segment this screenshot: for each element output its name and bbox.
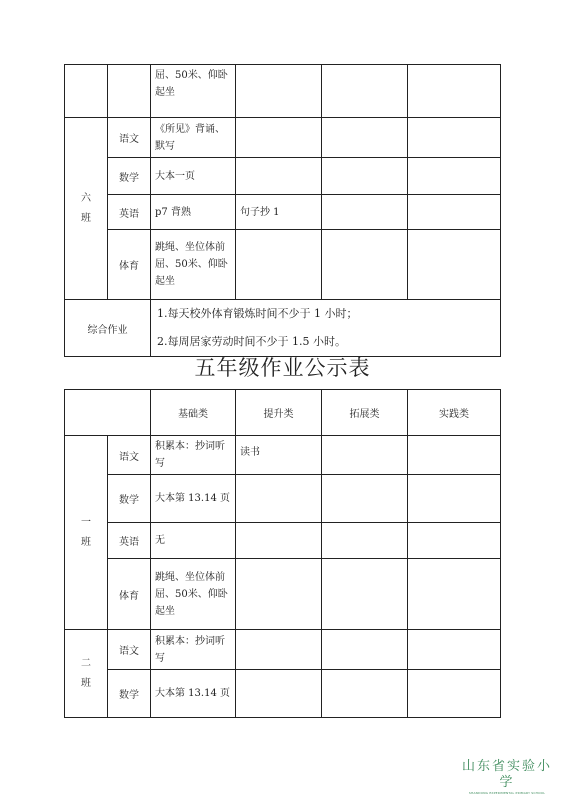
basic-homework: 积累本：抄词听写 — [151, 630, 236, 670]
improve-homework — [236, 670, 322, 718]
column-header: 提升类 — [236, 390, 322, 436]
improve-homework — [236, 475, 322, 523]
column-header: 实践类 — [408, 390, 501, 436]
basic-homework: 大本第 13.14 页 — [151, 475, 236, 523]
subject-label: 英语 — [108, 195, 151, 230]
basic-homework: 跳绳、坐位体前屈、50米、仰卧起坐 — [151, 230, 236, 300]
school-name-en: SHANDONG EXPERIMENTAL PRIMARY SCHOOL — [468, 791, 546, 795]
subject-label: 数学 — [108, 158, 151, 195]
class-one-label: 一 班 — [65, 436, 108, 630]
basic-homework: p7 背熟 — [151, 195, 236, 230]
improve-homework: 句子抄 1 — [236, 195, 322, 230]
subject-label: 数学 — [108, 670, 151, 718]
basic-homework: 大本一页 — [151, 158, 236, 195]
page-title: 五年级作业公示表 — [194, 356, 371, 380]
improve-homework — [236, 630, 322, 670]
subject-label: 英语 — [108, 523, 151, 559]
summary-line: 2.每周居家劳动时间不少于 1.5 小时。 — [151, 328, 501, 357]
column-header: 拓展类 — [322, 390, 408, 436]
grade-five-homework-table — [64, 389, 501, 718]
basic-homework: 大本第 13.14 页 — [151, 670, 236, 718]
improve-homework — [236, 230, 322, 300]
summary-label: 综合作业 — [65, 300, 151, 357]
pe-content-continued: 屈、50米、仰卧起坐 — [151, 65, 236, 118]
improve-homework: 读书 — [236, 436, 322, 475]
continued-homework-table — [64, 64, 501, 357]
summary-line: 1.每天校外体育锻炼时间不少于 1 小时； — [151, 300, 501, 329]
subject-label: 数学 — [108, 475, 151, 523]
class-two-label: 二 班 — [65, 630, 108, 718]
basic-homework: 《所见》背诵、默写 — [151, 118, 236, 158]
improve-homework — [236, 118, 322, 158]
improve-homework — [236, 523, 322, 559]
basic-homework: 跳绳、坐位体前屈、50米、仰卧起坐 — [151, 559, 236, 630]
class-six-label: 六 班 — [65, 118, 108, 300]
improve-homework — [236, 559, 322, 630]
basic-homework: 积累本：抄词听写 — [151, 436, 236, 475]
subject-label: 语文 — [108, 436, 151, 475]
improve-homework — [236, 158, 322, 195]
basic-homework: 无 — [151, 523, 236, 559]
subject-label: 语文 — [108, 118, 151, 158]
subject-label: 体育 — [108, 559, 151, 630]
subject-label: 体育 — [108, 230, 151, 300]
column-header: 基础类 — [151, 390, 236, 436]
subject-label: 语文 — [108, 630, 151, 670]
school-name-cn: 山东省实验小学 — [461, 759, 552, 790]
school-logo — [455, 759, 559, 796]
